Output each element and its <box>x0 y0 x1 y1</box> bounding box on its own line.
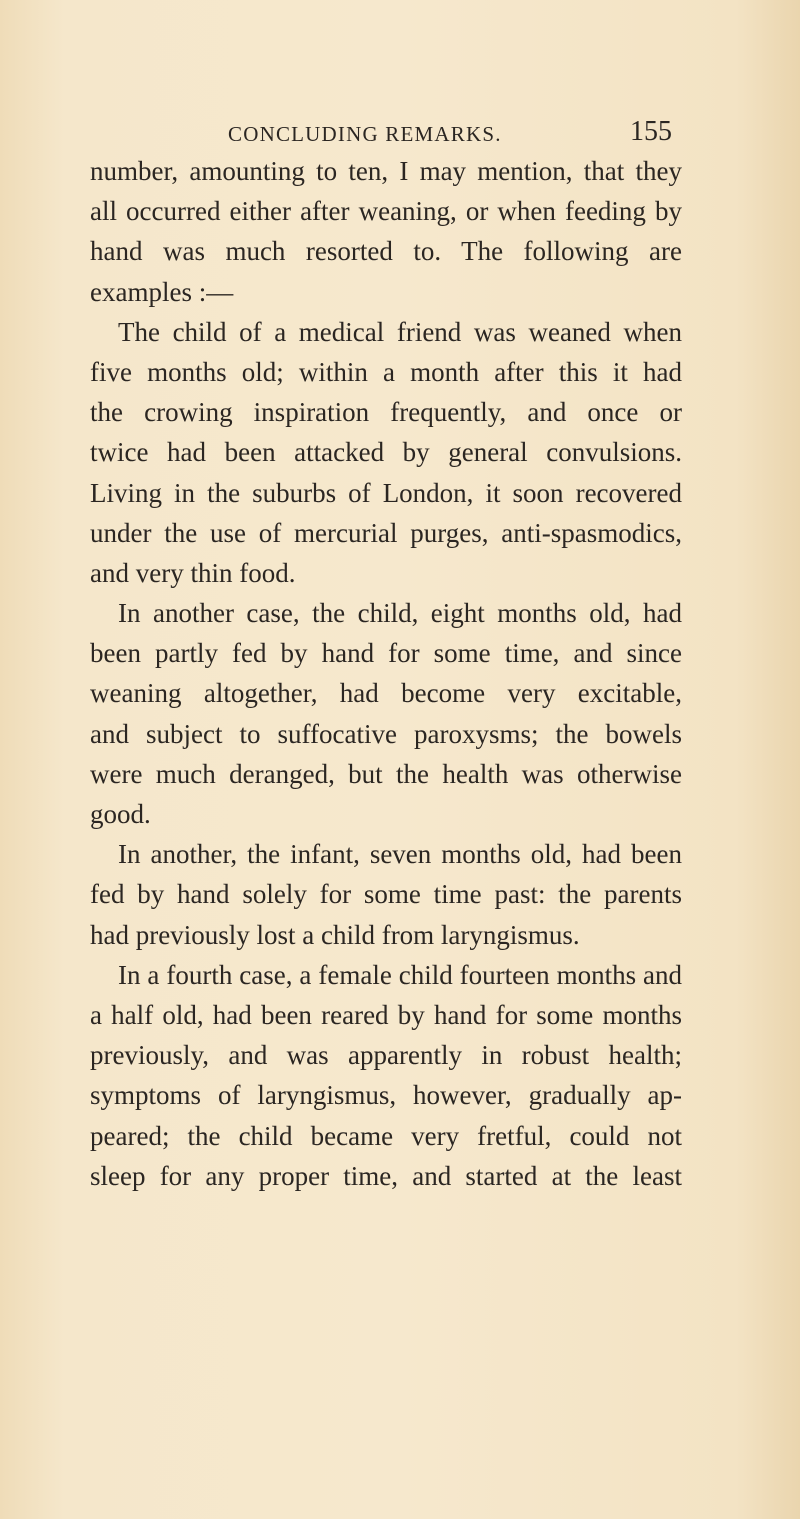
text-line: a half old, had been reared by hand for some months <box>90 999 682 1030</box>
text-line: twice had been attacked by general convulsions. <box>90 437 682 468</box>
text-line: five months old; within a month after this it had <box>90 356 682 387</box>
text-line: number, amounting to ten, I may mention, that they <box>90 156 682 186</box>
text-line: peared; the child became very fretful, could not <box>90 1120 682 1151</box>
text-line: weaning altogether, had become very excitable, <box>90 678 682 709</box>
text-line: In a fourth case, a female child fourteen months and <box>118 959 682 990</box>
text-line: and subject to suffocative paroxysms; the bowels <box>90 718 682 749</box>
text-line: In another, the infant, seven months old, had been <box>118 839 682 870</box>
text-line: good. <box>90 799 151 829</box>
text-line: In another case, the child, eight months old, had <box>118 598 682 629</box>
text-line: Living in the suburbs of London, it soon recovered <box>90 477 682 508</box>
text-line: The child of a medical friend was weaned when <box>118 316 682 347</box>
page-number: 155 <box>630 116 672 147</box>
running-head <box>228 116 672 150</box>
text-line: examples :— <box>90 276 234 307</box>
text-line: previously, and was apparently in robust health; <box>90 1040 682 1071</box>
text-line: were much deranged, but the health was otherwise <box>90 758 682 789</box>
text-line: had previously lost a child from laryngismus. <box>90 919 580 950</box>
text-line: sleep for any proper time, and started at the least <box>90 1160 682 1191</box>
running-title: CONCLUDING REMARKS. <box>228 122 502 146</box>
text-line: hand was much resorted to. The following are <box>90 236 682 267</box>
text-line: under the use of mercurial purges, anti-spasmodics, <box>90 517 682 548</box>
text-line: been partly fed by hand for some time, and since <box>90 638 682 669</box>
text-line: fed by hand solely for some time past: the parents <box>90 879 682 910</box>
text-line: and very thin food. <box>90 557 296 588</box>
text-line: symptoms of laryngismus, however, gradually ap- <box>90 1080 682 1111</box>
body-text <box>90 151 682 1196</box>
text-line: the crowing inspiration frequently, and once or <box>90 397 682 428</box>
text-line: all occurred either after weaning, or when feeding by <box>90 196 682 227</box>
